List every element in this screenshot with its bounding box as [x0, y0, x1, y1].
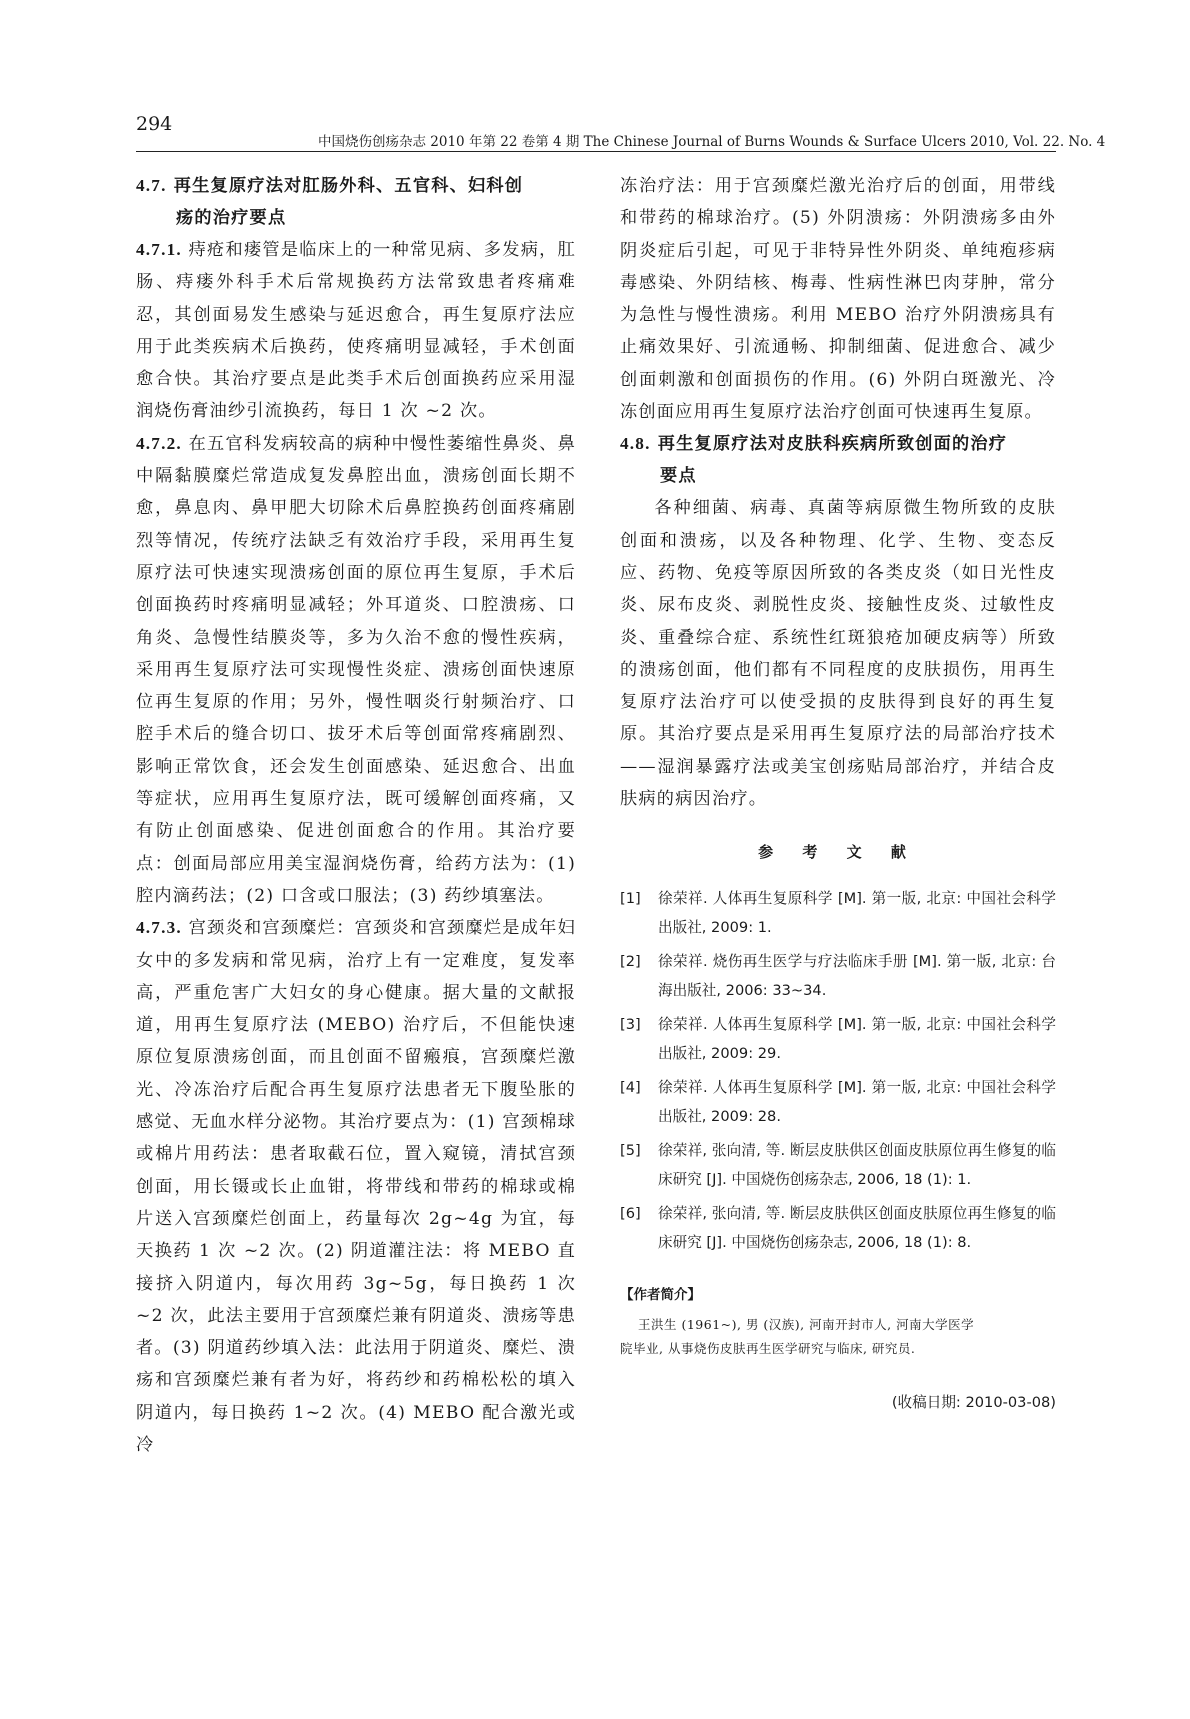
- reference-text: 徐荣祥, 张向清, 等. 断层皮肤供区创面皮肤原位再生修复的临床研究 [J]. 中国烧伤创疡杂志, 2006, 18 (1): 8.: [658, 1205, 1056, 1252]
- running-header: 中国烧伤创疡杂志 2010 年第 22 卷第 4 期 The Chinese Journal of Burns Wounds & Surface Ulcers 2010, Vol. 22. No. 4: [318, 134, 1106, 150]
- reference-item: [620, 1010, 1056, 1068]
- paragraph-4-7-1: [136, 234, 576, 428]
- received-date: (收稿日期: 2010-03-08): [891, 1394, 1056, 1412]
- reference-text: 徐荣祥. 人体再生复原科学 [M]. 第一版, 北京: 中国社会科学出版社, 2009: 1.: [658, 890, 1056, 937]
- reference-number: [3]: [620, 1016, 641, 1034]
- right-column: [620, 170, 1056, 1412]
- reference-item: [620, 1073, 1056, 1131]
- references-title: 参 考 文 献: [758, 843, 918, 862]
- paragraph-text: 在五官科发病较高的病种中慢性萎缩性鼻炎、鼻中隔黏膜糜烂常造成复发鼻腔出血，溃疡创面长期不愈，鼻息肉、鼻甲肥大切除术后鼻腔换药创面疼痛剧烈等情况，传统疗法缺乏有效治疗手段，采用再生复原疗法可快速实现溃疡创面的原位再生复原，手术后创面换药时疼痛明显减轻；外耳道炎、口腔溃疡、口角炎、急慢性结膜炎等，多为久治不愈的慢性疾病，采用再生复原疗法可实现慢性炎症、溃疡创面快速原位再生复原的作用；另外，慢性咽炎行射频治疗、口腔手术后的缝合切口、拔牙术后等创面常疼痛剧烈、影响正常饮食，还会发生创面感染、延迟愈合、出血等症状，应用再生复原疗法，既可缓解创面疼痛，又有防止创面感染、促进创面愈合的作用。其治疗要点：创面局部应用美宝湿润烧伤膏，给药方法为：(1) 腔内滴药法；(2) 口含或口服法；(3) 药纱填塞法。: [136, 433, 576, 906]
- section-title-line2: 要点: [660, 466, 697, 487]
- author-info: [620, 1313, 1056, 1361]
- author-info-line2: 院毕业, 从事烧伤皮肤再生医学研究与临床, 研究员.: [620, 1341, 916, 1357]
- reference-item: [620, 1136, 1056, 1194]
- author-info-line1: 王洪生 (1961~), 男 (汉族), 河南开封市人, 河南大学医学: [638, 1317, 975, 1333]
- paragraph-text: 痔疮和瘘管是临床上的一种常见病、多发病，肛肠、痔瘘外科手术后常规换药方法常致患者疼痛难忍，其创面易发生感染与延迟愈合，再生复原疗法应用于此类疾病术后换药，使疼痛明显减轻，手术创面愈合快。其治疗要点是此类手术后创面换药应采用湿润烧伤膏油纱引流换药，每日 1 次 ~2 次。: [136, 240, 576, 422]
- reference-item: [620, 884, 1056, 942]
- paragraph-continuation: 冻治疗法：用于宫颈糜烂激光治疗后的创面，用带线和带药的棉球治疗。(5) 外阴溃疡：外阴溃疡多由外阴炎症后引起，可见于非特异性外阴炎、单纯疱疹病毒感染、外阴结核、梅毒、性病性淋巴肉芽肿，常分为急性与慢性溃疡。利用 MEBO 治疗外阴溃疡具有止痛效果好、引流通畅、抑制细菌、促进愈合、减少创面刺激和创面损伤的作用。(6) 外阴白斑激光、冷冻创面应用再生复原疗法治疗创面可快速再生复原。: [620, 176, 1056, 423]
- references-list: [620, 884, 1056, 1257]
- section-title-line1: 再生复原疗法对肛肠外科、五官科、妇科创: [173, 176, 524, 196]
- paragraph-4-7-2: [136, 428, 576, 912]
- reference-text: 徐荣祥. 烧伤再生医学与疗法临床手册 [M]. 第一版, 北京: 台海出版社, 2006: 33~34.: [658, 953, 1056, 1000]
- section-heading-4-7: [136, 170, 576, 202]
- reference-text: 徐荣祥. 人体再生复原科学 [M]. 第一版, 北京: 中国社会科学出版社, 2009: 28.: [658, 1079, 1056, 1126]
- subsection-number: 4.7.3.: [136, 918, 182, 938]
- section-number: 4.7.: [136, 176, 167, 195]
- reference-text: 徐荣祥, 张向清, 等. 断层皮肤供区创面皮肤原位再生修复的临床研究 [J]. 中国烧伤创疡杂志, 2006, 18 (1): 1.: [658, 1142, 1056, 1189]
- left-column: [136, 170, 576, 1461]
- reference-text: 徐荣祥. 人体再生复原科学 [M]. 第一版, 北京: 中国社会科学出版社, 2009: 29.: [658, 1016, 1056, 1063]
- header-rule: [136, 151, 1056, 152]
- page-number: 294: [136, 113, 173, 135]
- section-title-line1: 再生复原疗法对皮肤科疾病所致创面的治疗: [657, 434, 1008, 455]
- section-number: 4.8.: [620, 434, 651, 454]
- paragraph-4-7-3: [136, 912, 576, 1461]
- reference-number: [4]: [620, 1079, 641, 1097]
- section-heading-4-8: [620, 428, 1056, 460]
- reference-number: [1]: [620, 890, 641, 908]
- reference-number: [2]: [620, 953, 641, 971]
- subsection-number: 4.7.1.: [136, 240, 182, 259]
- section-title-line2: 疡的治疗要点: [176, 208, 287, 228]
- paragraph-4-8: 各种细菌、病毒、真菌等病原微生物所致的皮肤创面和溃疡，以及各种物理、化学、生物、变态反应、药物、免疫等原因所致的各类皮炎（如日光性皮炎、尿布皮炎、剥脱性皮炎、接触性皮炎、过敏性皮炎、重叠综合症、系统性红斑狼疮加硬皮病等）所致的溃疡创面，他们都有不同程度的皮肤损伤，用再生复原疗法治疗可以使受损的皮肤得到良好的再生复原。其治疗要点是采用再生复原疗法的局部治疗技术——湿润暴露疗法或美宝创疡贴局部治疗，并结合皮肤病的病因治疗。: [620, 498, 1056, 810]
- author-info-label: 【作者简介】: [620, 1287, 701, 1304]
- paragraph-text: 宫颈炎和宫颈糜烂：宫颈炎和宫颈糜烂是成年妇女中的多发病和常见病，治疗上有一定难度，复发率高，严重危害广大妇女的身心健康。据大量的文献报道，用再生复原疗法 (MEBO) 治疗后，不但能快速原位复原溃疡创面，而且创面不留瘢痕，宫颈糜烂激光、冷冻治疗后配合再生复原疗法患者无下腹坠胀的感觉、无血水样分泌物。其治疗要点为：(1) 宫颈棉球或棉片用药法：患者取截石位，置入窥镜，清拭宫颈创面，用长镊或长止血钳，将带线和带药的棉球或棉片送入宫颈糜烂创面上，药量每次 2g~4g 为宜，每天换药 1 次 ~2 次。(2) 阴道灌注法：将 MEBO 直接挤入阴道内，每次用药 3g~5g，每日换药 1 次 ~2 次，此法主要用于宫颈糜烂兼有阴道炎、溃疡等患者。(3) 阴道药纱填入法：此法用于阴道炎、糜烂、溃疡和宫颈糜烂兼有者为好，将药纱和药棉松松的填入阴道内，每日换药 1~2 次。(4) MEBO 配合激光或冷: [136, 918, 576, 1455]
- reference-number: [6]: [620, 1205, 641, 1223]
- reference-item: [620, 1199, 1056, 1257]
- reference-number: [5]: [620, 1142, 641, 1160]
- reference-item: [620, 947, 1056, 1005]
- subsection-number: 4.7.2.: [136, 433, 182, 453]
